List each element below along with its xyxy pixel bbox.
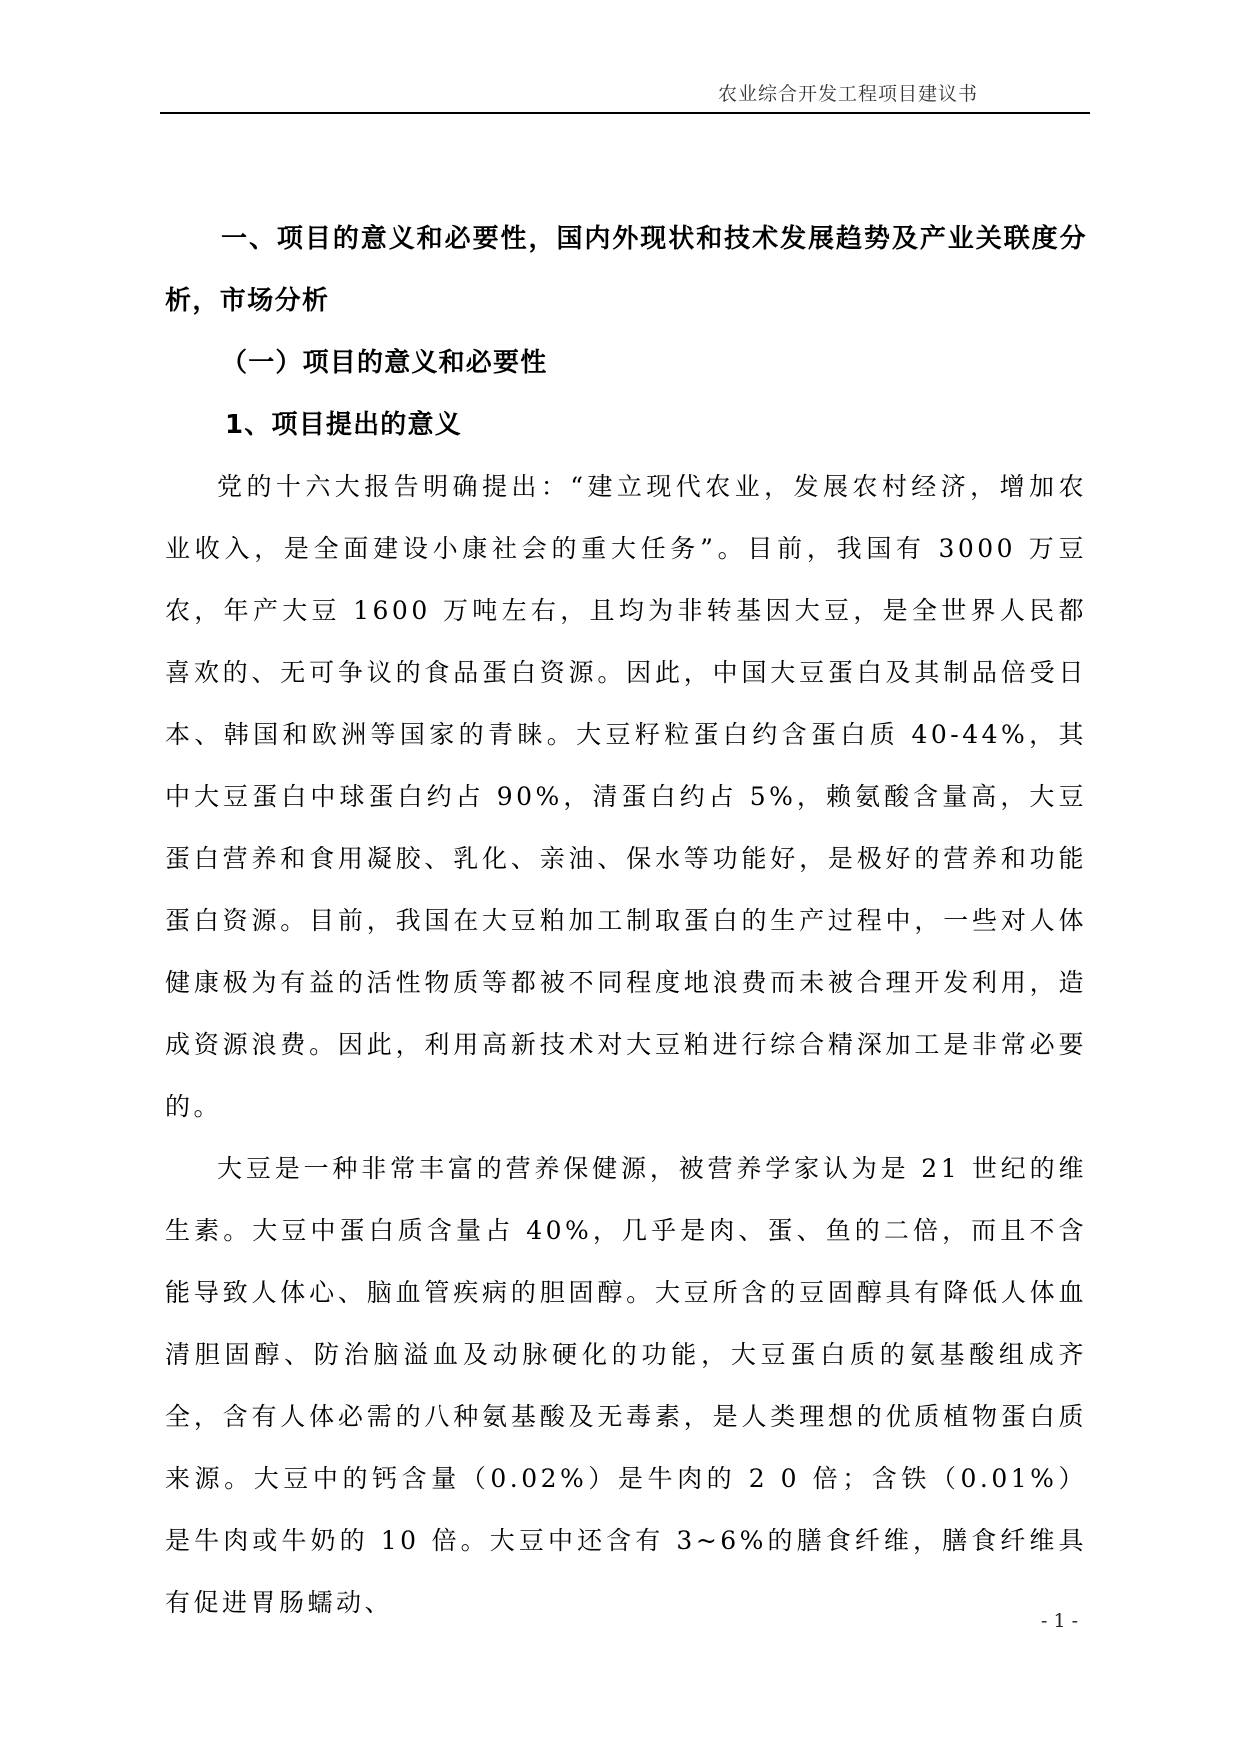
running-header: 农业综合开发工程项目建议书 [717,83,978,105]
page-number: - 1 - [1040,1610,1078,1632]
section-heading: 一、项目的意义和必要性，国内外现状和技术发展趋势及产业关联度分析，市场分析 [165,224,1087,316]
header-rule [160,112,1090,114]
subsubsection-heading: 1、项目提出的意义 [225,410,462,440]
paragraph-2: 大豆是一种非常丰富的营养保健源，被营养学家认为是 21 世纪的维生素。大豆中蛋白质含量占 40%，几乎是肉、蛋、鱼的二倍，而且不含能导致人体心、脑血管疾病的胆固醇。大豆所含的豆固醇具有降低人体血清胆固醇、防治脑溢血及动脉硬化的功能，大豆蛋白质的氨基酸组成齐全，含有人体必需的八种氨基酸及无毒素，是人类理想的优质植物蛋白质来源。大豆中的钙含量（0.02%）是牛肉的 2 0 倍；含铁（0.01%）是牛肉或牛奶的 10 倍。大豆中还含有 3~6%的膳食纤维，膳食纤维具有促进胃肠蠕动、 [165,1154,1087,1617]
paragraph-1: 党的十六大报告明确提出：“建立现代农业，发展农村经济，增加农业收入，是全面建设小康社会的重大任务”。目前，我国有 3000 万豆农，年产大豆 1600 万吨左右，且均为非转基因大豆，是全世界人民都喜欢的、无可争议的食品蛋白资源。因此，中国大豆蛋白及其制品倍受日本、韩国和欧洲等国家的青睐。大豆籽粒蛋白约含蛋白质 40-44%，其中大豆蛋白中球蛋白约占 90%，清蛋白约占 5%，赖氨酸含量高，大豆蛋白营养和食用凝胶、乳化、亲油、保水等功能好，是极好的营养和功能蛋白资源。目前，我国在大豆粕加工制取蛋白的生产过程中，一些对人体健康极为有益的活性物质等都被不同程度地浪费而未被合理开发利用，造成资源浪费。因此，利用高新技术对大豆粕进行综合精深加工是非常必要的。 [165,472,1087,1121]
subsection-heading: （一）项目的意义和必要性 [221,348,548,378]
document-body [165,208,1087,1634]
